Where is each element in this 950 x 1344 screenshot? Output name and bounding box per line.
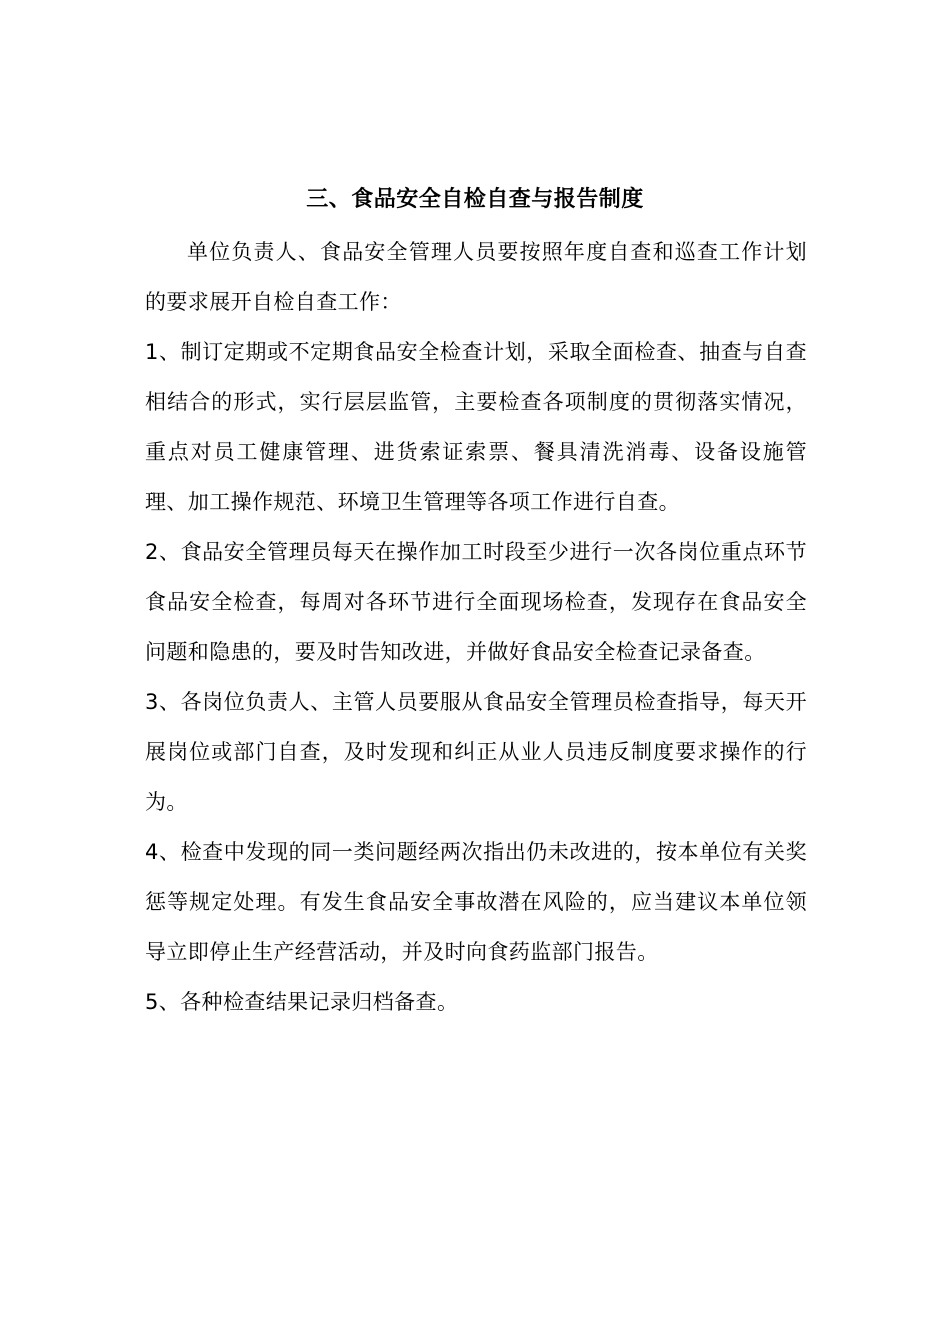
item-paragraph-4: 4、检查中发现的同一类问题经两次指出仍未改进的，按本单位有关奖惩等规定处理。有发生食品安全事故潜在风险的，应当建议本单位领导立即停止生产经营活动，并及时向食药监部门报告。 <box>145 840 807 964</box>
item-paragraph-3: 3、各岗位负责人、主管人员要服从食品安全管理员检查指导，每天开展岗位或部门自查，及时发现和纠正从业人员违反制度要求操作的行为。 <box>145 690 807 814</box>
item-paragraph-2: 2、食品安全管理员每天在操作加工时段至少进行一次各岗位重点环节食品安全检查，每周对各环节进行全面现场检查，发现存在食品安全问题和隐患的，要及时告知改进，并做好食品安全检查记录备查。 <box>145 540 807 664</box>
item-paragraph-5: 5、各种检查结果记录归档备查。 <box>145 990 459 1014</box>
document-body <box>145 227 807 1027</box>
document-title: 三、食品安全自检自查与报告制度 <box>306 187 644 212</box>
item-paragraph-1: 1、制订定期或不定期食品安全检查计划，采取全面检查、抽查与自查相结合的形式，实行层层监管，主要检查各项制度的贯彻落实情况，重点对员工健康管理、进货索证索票、餐具清洗消毒、设备设施管理、加工操作规范、环境卫生管理等各项工作进行自查。 <box>145 340 807 514</box>
intro-paragraph: 单位负责人、食品安全管理人员要按照年度自查和巡查工作计划的要求展开自检自查工作： <box>145 240 807 314</box>
